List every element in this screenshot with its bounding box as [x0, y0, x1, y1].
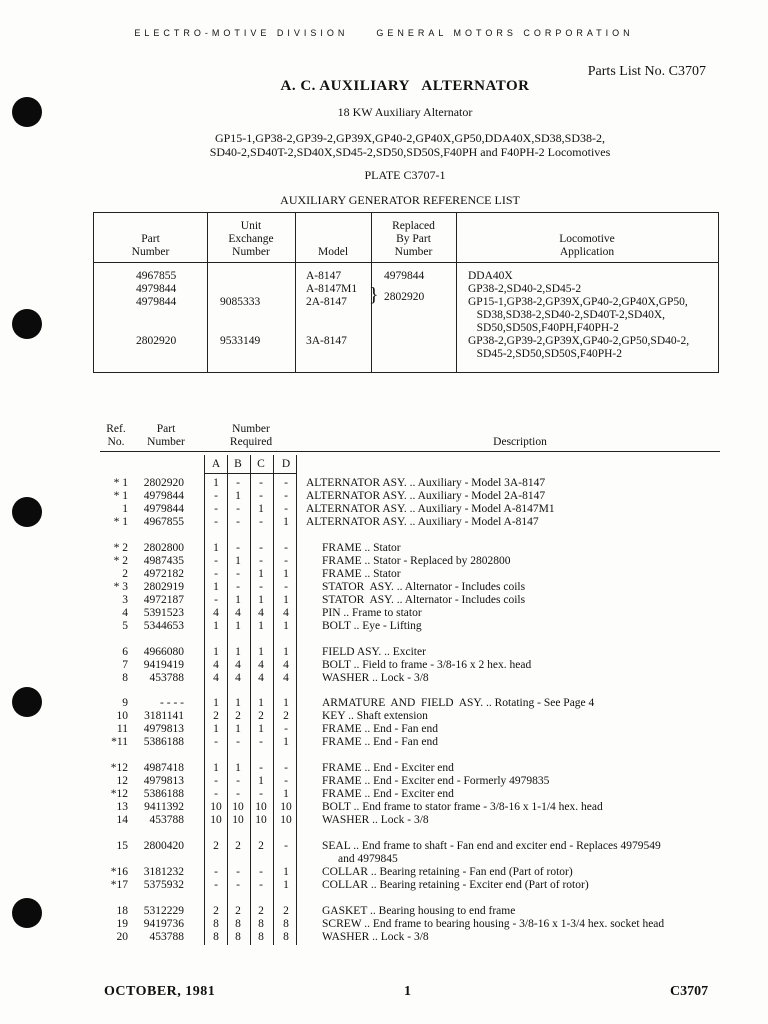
qty-a: - — [214, 503, 218, 515]
ref-no: *12 — [110, 788, 128, 800]
qty-d: - — [284, 503, 288, 515]
ref-col-replaced-by: 2802920 — [384, 291, 425, 303]
part-number: 453788 — [149, 814, 184, 826]
table-row — [0, 659, 768, 672]
description: STATOR ASY. .. Alternator - Includes coils — [322, 594, 526, 606]
description-continued: and 4979845 — [338, 853, 398, 865]
qty-c: 8 — [258, 931, 264, 943]
ref-no: 1 — [122, 503, 128, 515]
qty-a: - — [214, 775, 218, 787]
part-number: 4979844 — [143, 503, 184, 515]
plate-number: PLATE C3707-1 — [364, 168, 446, 182]
qty-d: 2 — [283, 905, 289, 917]
qty-a: - — [214, 879, 218, 891]
description: ALTERNATOR ASY. .. Auxiliary - Model A-8147M1 — [306, 503, 555, 515]
footer-date: OCTOBER, 1981 — [104, 984, 216, 999]
ref-no: * 2 — [113, 542, 128, 554]
table-row — [0, 672, 768, 685]
qty-c: - — [259, 788, 263, 800]
ref-no: 13 — [116, 801, 128, 813]
description: FIELD ASY. .. Exciter — [322, 646, 426, 658]
description: FRAME .. End - Exciter end — [322, 788, 454, 800]
qty-b: 2 — [235, 905, 241, 917]
document-title: A. C. AUXILIARY ALTERNATOR — [280, 78, 530, 94]
part-number: 4987435 — [143, 555, 184, 567]
qty-d: 8 — [283, 931, 289, 943]
table-row — [0, 503, 768, 516]
qty-a: - — [214, 788, 218, 800]
ref-no: *11 — [111, 736, 128, 748]
description: WASHER .. Lock - 3/8 — [322, 672, 429, 684]
qty-a: 2 — [213, 710, 219, 722]
qty-a: 4 — [213, 672, 219, 684]
description: GASKET .. Bearing housing to end frame — [322, 905, 516, 917]
qty-c: 4 — [258, 659, 264, 671]
qty-a: 1 — [213, 646, 219, 658]
qty-c: - — [259, 516, 263, 528]
qty-a: - — [214, 555, 218, 567]
description: COLLAR .. Bearing retaining - Exciter end (Part of rotor) — [322, 879, 589, 891]
qty-d: - — [284, 840, 288, 852]
part-number: 9419419 — [143, 659, 184, 671]
qty-a: 1 — [213, 477, 219, 489]
qty-c: 4 — [258, 607, 264, 619]
qty-a: - — [214, 568, 218, 580]
part-number: 9419736 — [143, 918, 184, 930]
qty-a: 4 — [213, 659, 219, 671]
qty-b: 2 — [235, 840, 241, 852]
description: BOLT .. Field to frame - 3/8-16 x 2 hex. head — [322, 659, 532, 671]
header-corporation: GENERAL MOTORS CORPORATION — [376, 28, 634, 38]
table-row — [0, 918, 768, 931]
qty-b: 1 — [235, 646, 241, 658]
ref-no: 14 — [116, 814, 128, 826]
qty-c: 10 — [255, 801, 267, 813]
qty-c: 1 — [258, 646, 264, 658]
col-letter: A — [211, 458, 221, 470]
qty-b: 1 — [235, 697, 241, 709]
qty-a: - — [214, 594, 218, 606]
qty-b: 8 — [235, 918, 241, 930]
parts-header-description: Description — [493, 436, 547, 448]
qty-a: - — [214, 866, 218, 878]
part-number: 5386188 — [143, 788, 184, 800]
part-number: 4987418 — [143, 762, 184, 774]
table-row — [0, 555, 768, 568]
ref-no: * 1 — [113, 477, 128, 489]
part-number: 5375932 — [143, 879, 184, 891]
ref-header-part-number: Part Number — [131, 233, 170, 258]
table-row — [0, 879, 768, 892]
description: ARMATURE AND FIELD ASY. .. Rotating - See Page 4 — [322, 697, 595, 709]
part-number: 453788 — [149, 931, 184, 943]
table-row — [0, 762, 768, 775]
qty-b: - — [236, 879, 240, 891]
qty-d: 1 — [283, 697, 289, 709]
ref-no: *12 — [110, 762, 128, 774]
header-rule — [100, 451, 720, 452]
ref-no: 7 — [122, 659, 128, 671]
parts-header-ref-no: Ref. No. — [106, 423, 126, 448]
ref-col-model: A-8147 A-8147M1 2A-8147 3A-8147 — [306, 270, 358, 347]
qty-c: 4 — [258, 672, 264, 684]
qty-c: 1 — [258, 697, 264, 709]
qty-c: 8 — [258, 918, 264, 930]
table-row — [0, 646, 768, 659]
ref-no: *16 — [110, 866, 128, 878]
qty-c: 2 — [258, 905, 264, 917]
description: PIN .. Frame to stator — [322, 607, 422, 619]
qty-c: 1 — [258, 620, 264, 632]
qty-d: 1 — [283, 879, 289, 891]
qty-c: - — [259, 581, 263, 593]
qty-b: - — [236, 866, 240, 878]
qty-b: - — [236, 503, 240, 515]
qty-c: 1 — [258, 775, 264, 787]
qty-d: - — [284, 775, 288, 787]
ref-no: 2 — [122, 568, 128, 580]
part-number: 4979813 — [143, 723, 184, 735]
ref-header-replaced-by: Replaced By Part Number — [392, 220, 435, 258]
ref-header-model: Model — [317, 246, 349, 258]
description: ALTERNATOR ASY. .. Auxiliary - Model 2A-8147 — [306, 490, 546, 502]
parts-header-number-required: Number Required — [229, 423, 273, 448]
ref-header-application: Locomotive Application — [559, 233, 615, 258]
col-letter: C — [257, 458, 265, 470]
qty-c: 1 — [258, 723, 264, 735]
part-number: 5391523 — [143, 607, 184, 619]
qty-b: 4 — [235, 672, 241, 684]
qty-a: 1 — [213, 581, 219, 593]
qty-b: 8 — [235, 931, 241, 943]
table-row — [0, 516, 768, 529]
qty-d: 1 — [283, 620, 289, 632]
description: FRAME .. End - Fan end — [322, 723, 438, 735]
part-number: 4966080 — [143, 646, 184, 658]
qty-d: - — [284, 555, 288, 567]
qty-d: - — [284, 477, 288, 489]
part-number: 9411392 — [144, 801, 184, 813]
ref-no: 20 — [116, 931, 128, 943]
table-row — [0, 840, 768, 853]
table-row — [0, 814, 768, 827]
description: FRAME .. End - Exciter end — [322, 762, 454, 774]
qty-d: 10 — [280, 814, 292, 826]
ref-no: 5 — [122, 620, 128, 632]
qty-a: - — [214, 490, 218, 502]
table-row — [0, 788, 768, 801]
qty-d: 8 — [283, 918, 289, 930]
qty-c: - — [259, 762, 263, 774]
description: FRAME .. End - Fan end — [322, 736, 438, 748]
part-number: 2802800 — [143, 542, 184, 554]
ref-col-exchange: 9085333 9533149 — [220, 296, 261, 347]
ref-no: * 3 — [113, 581, 128, 593]
qty-b: - — [236, 542, 240, 554]
table-row — [0, 490, 768, 503]
part-number: 453788 — [149, 672, 184, 684]
qty-d: 10 — [280, 801, 292, 813]
qty-b: 4 — [235, 659, 241, 671]
part-number: 5312229 — [143, 905, 184, 917]
qty-b: 10 — [232, 801, 244, 813]
qty-a: 1 — [213, 620, 219, 632]
qty-d: - — [284, 490, 288, 502]
qty-a: 10 — [210, 814, 222, 826]
qty-a: 1 — [213, 542, 219, 554]
qty-b: 10 — [232, 814, 244, 826]
description: SCREW .. End frame to bearing housing - 3/8-16 x 1-3/4 hex. socket head — [322, 918, 665, 930]
qty-d: 1 — [283, 788, 289, 800]
qty-b: 1 — [235, 762, 241, 774]
description: ALTERNATOR ASY. .. Auxiliary - Model A-8147 — [306, 516, 539, 528]
qty-b: 2 — [235, 710, 241, 722]
description: KEY .. Shaft extension — [322, 710, 428, 722]
qty-c: - — [259, 490, 263, 502]
table-row — [0, 607, 768, 620]
qty-a: 10 — [210, 801, 222, 813]
description: WASHER .. Lock - 3/8 — [322, 931, 429, 943]
qty-d: - — [284, 762, 288, 774]
ref-no: 4 — [122, 607, 128, 619]
qty-a: 1 — [213, 762, 219, 774]
qty-c: - — [259, 736, 263, 748]
reference-table — [93, 212, 719, 373]
brace-icon: } — [369, 284, 379, 306]
locomotive-applications — [150, 131, 670, 159]
qty-b: 1 — [235, 594, 241, 606]
ref-col-part-number: 4967855 4979844 4979844 2802920 — [136, 270, 177, 347]
qty-c: 2 — [258, 710, 264, 722]
ref-no: * 2 — [113, 555, 128, 567]
qty-b: - — [236, 736, 240, 748]
qty-d: 1 — [283, 568, 289, 580]
ref-no: 9 — [122, 697, 128, 709]
document-subtitle: 18 KW Auxiliary Alternator — [337, 105, 473, 119]
col-letter: D — [281, 458, 291, 470]
qty-d: - — [284, 581, 288, 593]
description: FRAME .. Stator — [322, 542, 401, 554]
ref-no: 19 — [116, 918, 128, 930]
ref-no: 11 — [116, 723, 128, 735]
part-number: 4967855 — [143, 516, 184, 528]
table-row — [0, 568, 768, 581]
page-header — [0, 28, 768, 38]
qty-c: 1 — [258, 594, 264, 606]
table-row — [0, 594, 768, 607]
application-line: SD40-2,SD40T-2,SD40X,SD45-2,SD50,SD50S,F40PH and F40PH-2 Locomotives — [209, 145, 611, 159]
qty-a: 8 — [213, 931, 219, 943]
part-number: 2802919 — [143, 581, 184, 593]
qty-b: - — [236, 788, 240, 800]
table-row — [0, 905, 768, 918]
qty-a: - — [214, 516, 218, 528]
qty-d: 1 — [283, 736, 289, 748]
ref-no: 15 — [116, 840, 128, 852]
binder-hole — [12, 309, 42, 339]
qty-c: 10 — [255, 814, 267, 826]
qty-b: 1 — [235, 555, 241, 567]
qty-d: 4 — [283, 672, 289, 684]
ref-no: 8 — [122, 672, 128, 684]
qty-c: - — [259, 542, 263, 554]
description: FRAME .. Stator - Replaced by 2802800 — [322, 555, 511, 567]
part-number: - - - - — [160, 697, 184, 709]
ref-col-replaced-by: 4979844 — [384, 270, 425, 282]
application-line: GP15-1,GP38-2,GP39-2,GP39X,GP40-2,GP40X,GP50,DDA40X,SD38,SD38-2, — [214, 131, 606, 145]
qty-a: 8 — [213, 918, 219, 930]
qty-c: - — [259, 866, 263, 878]
ref-header-unit-exchange: Unit Exchange Number — [228, 220, 274, 258]
ref-no: * 1 — [113, 516, 128, 528]
description: WASHER .. Lock - 3/8 — [322, 814, 429, 826]
table-row — [0, 710, 768, 723]
qty-a: 4 — [213, 607, 219, 619]
table-row — [0, 581, 768, 594]
table-row-continuation — [0, 853, 768, 866]
qty-b: 4 — [235, 607, 241, 619]
qty-b: 1 — [235, 490, 241, 502]
table-row — [0, 542, 768, 555]
description: BOLT .. Eye - Lifting — [322, 620, 422, 632]
table-row — [0, 723, 768, 736]
part-number: 5386188 — [143, 736, 184, 748]
table-row — [0, 697, 768, 710]
table-row — [0, 775, 768, 788]
ref-col-application: DDA40X GP38-2,SD40-2,SD45-2 GP15-1,GP38-2,GP39X,GP40-2,GP40X,GP50, SD38,SD38-2,SD40-2,SD40T-2,SD40X, SD50,SD50S,F40PH,F40PH-2 GP38-2,GP39-2,GP39X,GP40-2,GP50,SD40-2, SD45-2,SD50,SD50S,F40PH-2 — [468, 270, 690, 360]
description: FRAME .. Stator — [322, 568, 401, 580]
description: ALTERNATOR ASY. .. Auxiliary - Model 3A-8147 — [306, 477, 546, 489]
ref-no: *17 — [110, 879, 128, 891]
part-number: 3181141 — [144, 710, 184, 722]
qty-b: 1 — [235, 723, 241, 735]
qty-c: 1 — [258, 568, 264, 580]
qty-d: 1 — [283, 866, 289, 878]
description: COLLAR .. Bearing retaining - Fan end (Part of rotor) — [322, 866, 573, 878]
qty-c: - — [259, 879, 263, 891]
ref-no: 10 — [116, 710, 128, 722]
qty-b: - — [236, 568, 240, 580]
parts-list-number: Parts List No. C3707 — [587, 64, 706, 79]
part-number: 3181232 — [143, 866, 184, 878]
col-letter: B — [234, 458, 242, 470]
parts-header-part-number: Part Number — [147, 423, 185, 448]
ref-no: 3 — [122, 594, 128, 606]
qty-c: 2 — [258, 840, 264, 852]
part-number: 5344653 — [143, 620, 184, 632]
qty-b: - — [236, 775, 240, 787]
qty-d: - — [284, 542, 288, 554]
qty-d: 4 — [283, 659, 289, 671]
qty-b: - — [236, 477, 240, 489]
qty-c: - — [259, 555, 263, 567]
header-division: ELECTRO-MOTIVE DIVISION — [134, 28, 349, 38]
part-number: 4972187 — [143, 594, 184, 606]
description: BOLT .. End frame to stator frame - 3/8-16 x 1-1/4 hex. head — [322, 801, 603, 813]
reference-list-title: AUXILIARY GENERATOR REFERENCE LIST — [280, 193, 520, 207]
table-row — [0, 931, 768, 944]
part-number: 4972182 — [143, 568, 184, 580]
qty-d: 1 — [283, 516, 289, 528]
ref-no: 6 — [122, 646, 128, 658]
qty-a: - — [214, 736, 218, 748]
qty-d: 4 — [283, 607, 289, 619]
qty-a: 2 — [213, 905, 219, 917]
description: STATOR ASY. .. Alternator - Includes coils — [322, 581, 526, 593]
qty-a: 2 — [213, 840, 219, 852]
qty-b: - — [236, 516, 240, 528]
qty-a: 1 — [213, 723, 219, 735]
table-row — [0, 477, 768, 490]
qty-d: 1 — [283, 594, 289, 606]
qty-d: 2 — [283, 710, 289, 722]
ref-no: 18 — [116, 905, 128, 917]
ref-no: 12 — [116, 775, 128, 787]
part-number: 4979844 — [143, 490, 184, 502]
table-row — [0, 801, 768, 814]
footer-document-code: C3707 — [670, 984, 709, 999]
ref-no: * 1 — [113, 490, 128, 502]
description: FRAME .. End - Exciter end - Formerly 4979835 — [322, 775, 550, 787]
table-row — [0, 866, 768, 879]
table-row — [0, 620, 768, 633]
qty-b: 1 — [235, 620, 241, 632]
qty-d: - — [284, 723, 288, 735]
qty-b: - — [236, 581, 240, 593]
part-number: 2800420 — [143, 840, 184, 852]
part-number: 4979813 — [143, 775, 184, 787]
qty-a: 1 — [213, 697, 219, 709]
table-row — [0, 736, 768, 749]
qty-c: 1 — [258, 503, 264, 515]
qty-d: 1 — [283, 646, 289, 658]
qty-c: - — [259, 477, 263, 489]
footer-page-number: 1 — [404, 984, 411, 999]
description: SEAL .. End frame to shaft - Fan end and exciter end - Replaces 4979549 — [322, 840, 661, 852]
part-number: 2802920 — [143, 477, 184, 489]
